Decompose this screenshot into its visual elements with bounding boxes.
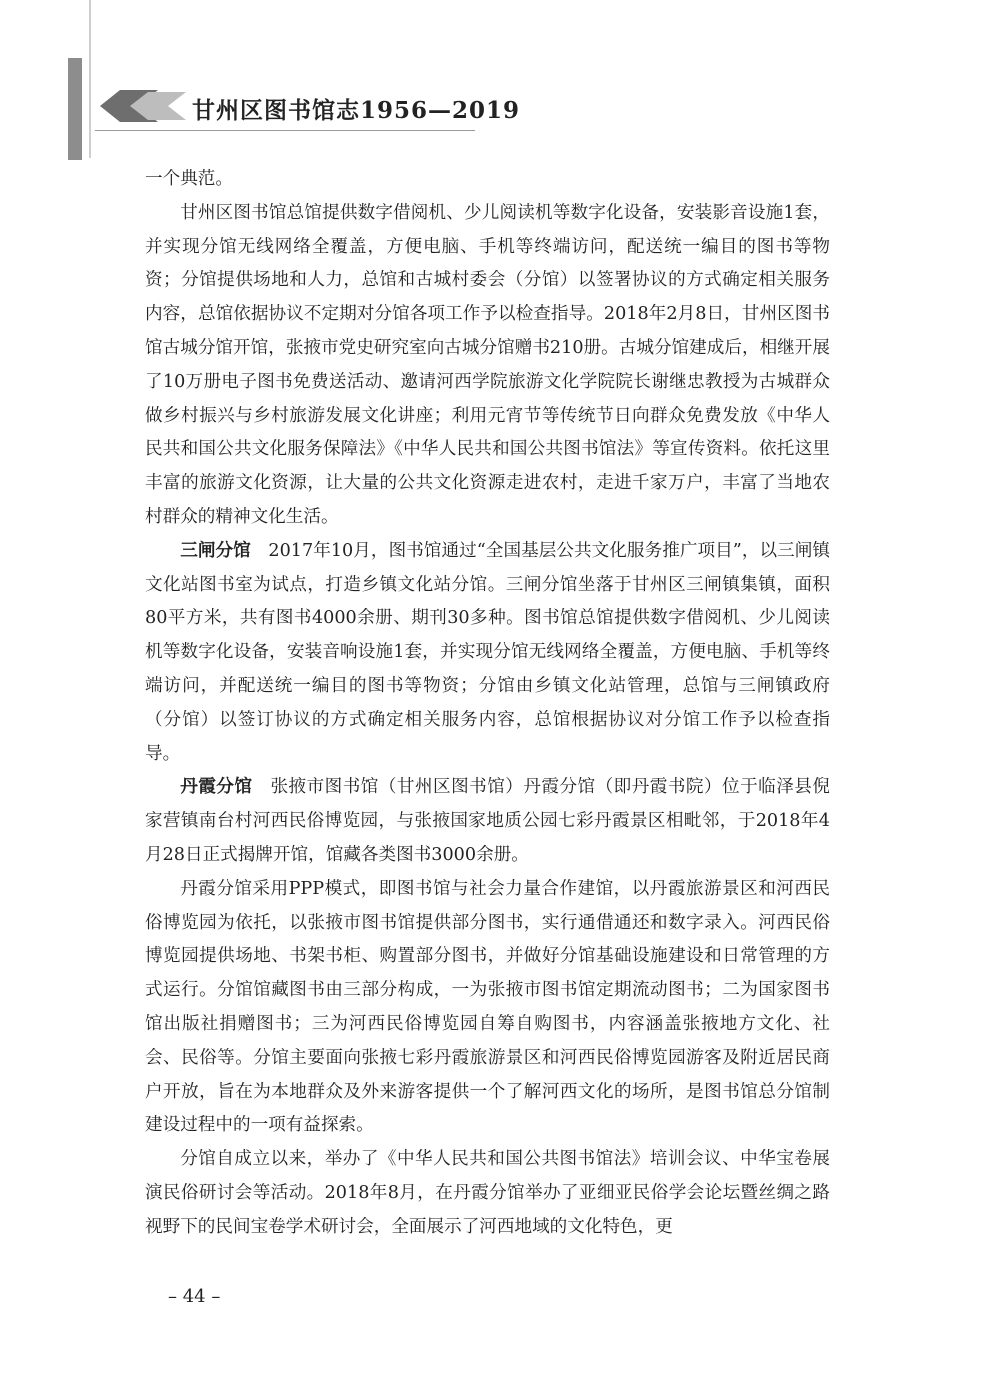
paragraph: [145, 163, 830, 197]
page-number: – 44 –: [168, 1286, 221, 1307]
paragraph-text: 丹霞分馆采用PPP模式，即图书馆与社会力量合作建馆，以丹霞旅游景区和河西民俗博览园为依托，以张掖市图书馆提供部分图书，实行通借通还和数字录入。河西民俗博览园提供场地、书架书柜、购置部分图书，并做好分馆基础设施建设和日常管理的方式运行。分馆馆藏图书由三部分构成，一为张掖市图书馆定期流动图书；二为国家图书馆出版社捐赠图书；三为河西民俗博览园自筹自购图书，内容涵盖张掖地方文化、社会、民俗等。分馆主要面向张掖七彩丹霞旅游景区和河西民俗博览园游客及附近居民商户开放，旨在为本地群众及外来游客提供一个了解河西文化的场所，是图书馆总分馆制建设过程中的一项有益探索。: [145, 878, 830, 1136]
paragraph: [145, 1143, 830, 1244]
body-text: [145, 163, 830, 1245]
header-underline: [95, 130, 475, 131]
header-rule-vertical: [89, 0, 91, 158]
paragraph: [145, 771, 830, 872]
paragraph-text: 张掖市图书馆（甘州区图书馆）丹霞分馆（即丹霞书院）位于临泽县倪家营镇南台村河西民俗博览园，与张掖国家地质公园七彩丹霞景区相毗邻，于2018年4月28日正式揭牌开馆，馆藏各类图书3000余册。: [145, 777, 830, 865]
paragraph-text: 一个典范。: [145, 169, 233, 189]
header-diamond-ornament: [100, 88, 188, 124]
paragraph-text: 分馆自成立以来，举办了《中华人民共和国公共图书馆法》培训会议、中华宝卷展演民俗研讨会等活动。2018年8月，在丹霞分馆举办了亚细亚民俗学会论坛暨丝绸之路视野下的民间宝卷学术研讨会，全面展示了河西地域的文化特色，更: [145, 1149, 830, 1237]
paragraph: [145, 535, 830, 772]
section-subheading: 丹霞分馆: [180, 777, 253, 798]
running-header-title: 甘州区图书馆志1956—2019: [192, 97, 521, 124]
paragraph-text: 2017年10月，图书馆通过“全国基层公共文化服务推广项目”，以三闸镇文化站图书室为试点，打造乡镇文化站分馆。三闸分馆坐落于甘州区三闸镇集镇，面积80平方米，共有图书4000余册、期刊30多种。图书馆总馆提供数字借阅机、少儿阅读机等数字化设备，安装音响设施1套，并实现分馆无线网络全覆盖，方便电脑、手机等终端访问，并配送统一编目的图书等物资；分馆由乡镇文化站管理，总馆与三闸镇政府（分馆）以签订协议的方式确定相关服务内容，总馆根据协议对分馆工作予以检查指导。: [145, 540, 830, 764]
paragraph-text: 甘州区图书馆总馆提供数字借阅机、少儿阅读机等数字化设备，安装影音设施1套，并实现分馆无线网络全覆盖，方便电脑、手机等终端访问，配送统一编目的图书等物资；分馆提供场地和人力，总馆和古城村委会（分馆）以签署协议的方式确定相关服务内容，总馆依据协议不定期对分馆各项工作予以检查指导。2018年2月8日，甘州区图书馆古城分馆开馆，张掖市党史研究室向古城分馆赠书210册。古城分馆建成后，相继开展了10万册电子图书免费送活动、邀请河西学院旅游文化学院院长谢继忠教授为古城群众做乡村振兴与乡村旅游发展文化讲座；利用元宵节等传统节日向群众免费发放《中华人民共和国公共文化服务保障法》《中华人民共和国公共图书馆法》等宣传资料。依托这里丰富的旅游文化资源，让大量的公共文化资源走进农村，走进千家万户，丰富了当地农村群众的精神文化生活。: [145, 202, 830, 527]
paragraph: [145, 873, 830, 1143]
paragraph: [145, 197, 830, 535]
header-side-bar: [68, 58, 82, 160]
section-subheading: 三闸分馆: [180, 540, 251, 561]
